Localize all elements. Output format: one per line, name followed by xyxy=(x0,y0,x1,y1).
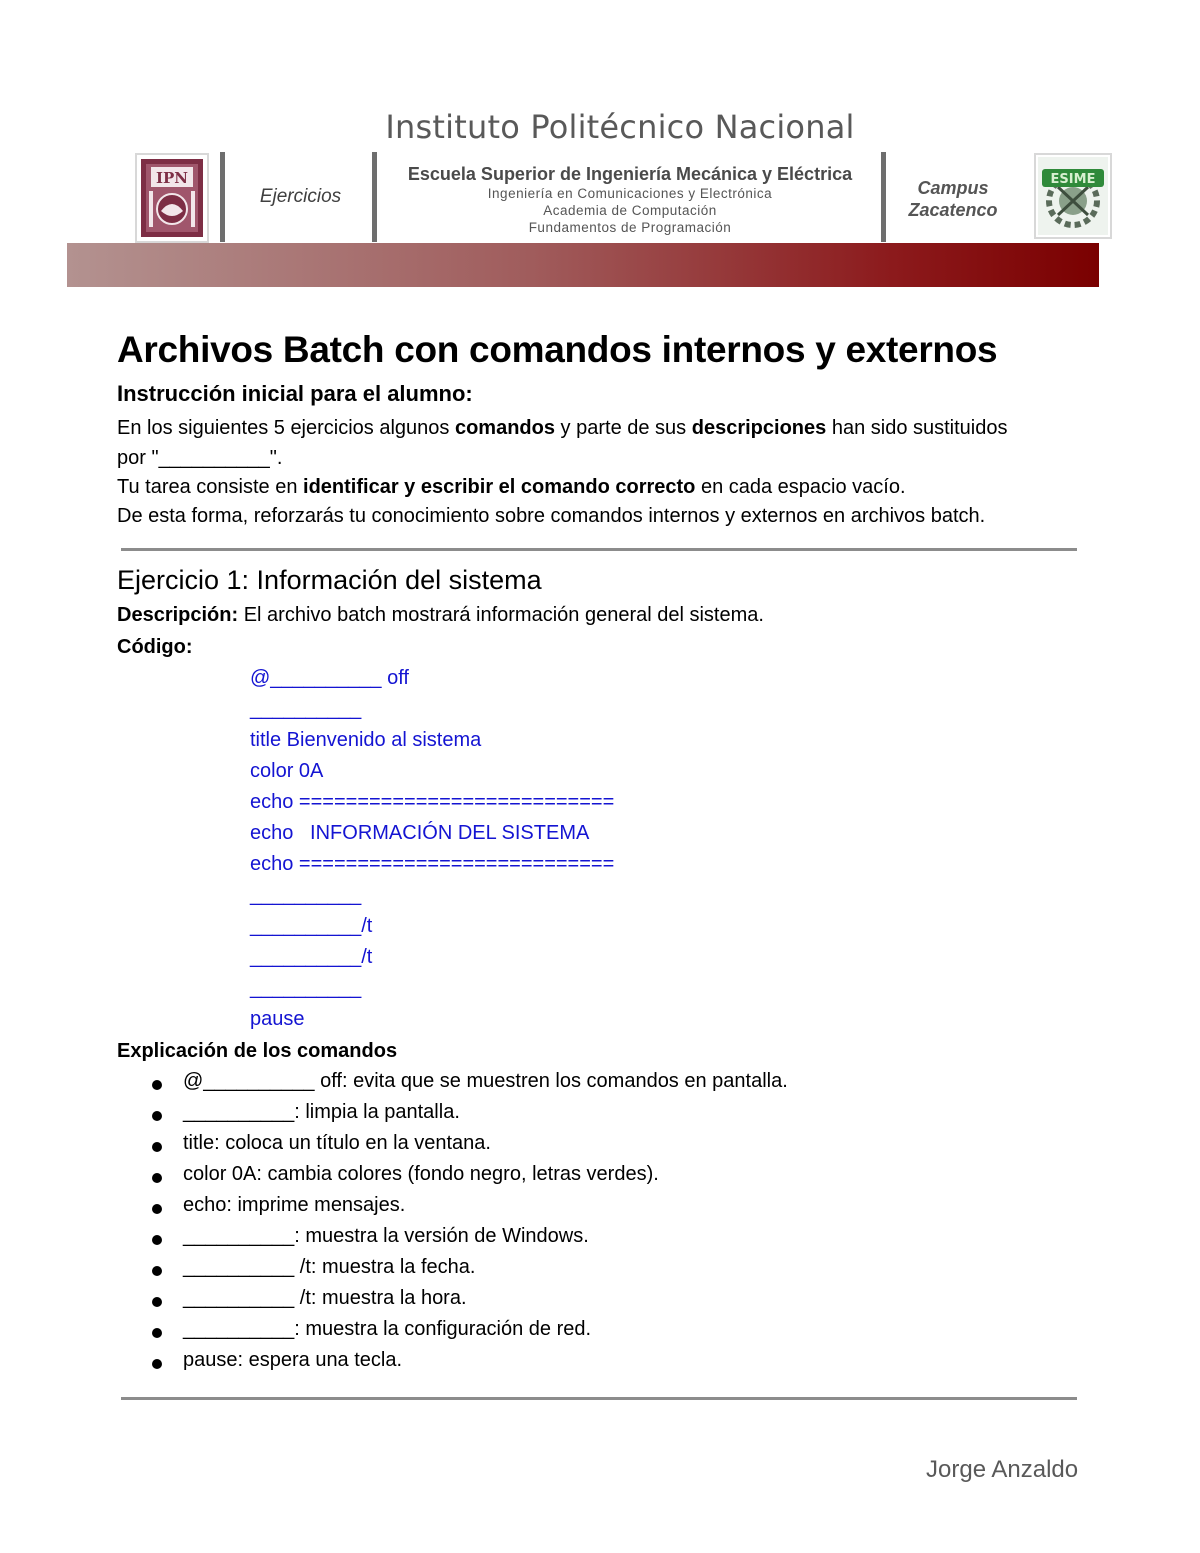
code-label: Código: xyxy=(117,636,193,658)
code-line: __________/t xyxy=(250,946,373,968)
code-line: __________ xyxy=(250,698,362,720)
bullet-icon xyxy=(152,1328,162,1338)
bullet-icon xyxy=(152,1080,162,1090)
school-line: Fundamentos de Programación xyxy=(528,220,732,235)
list-item: __________ /t: muestra la hora. xyxy=(183,1287,467,1309)
author-name: Jorge Anzaldo xyxy=(926,1456,1079,1483)
code-line: pause xyxy=(250,1008,305,1030)
bullet-icon xyxy=(152,1235,162,1245)
campus-line: Campus xyxy=(917,178,989,198)
ipn-logo-text: IPN xyxy=(155,169,189,187)
exercise-title: Ejercicio 1: Información del sistema xyxy=(117,565,542,595)
intro-line xyxy=(117,413,1008,443)
divider xyxy=(881,152,886,242)
esime-logo-text: ESIME xyxy=(1050,172,1096,187)
desc-label: Descripción: xyxy=(117,604,239,626)
separator xyxy=(121,1397,1077,1400)
code-line: color 0A xyxy=(250,760,324,782)
bullet-icon xyxy=(152,1297,162,1307)
school-line: Academia de Computación xyxy=(543,203,717,218)
text-run: En los siguientes 5 ejercicios algunos xyxy=(117,417,455,439)
bullet-icon xyxy=(152,1142,162,1152)
intro-line xyxy=(117,472,906,502)
divider xyxy=(220,152,225,242)
bullet-icon xyxy=(152,1111,162,1121)
text-run: han sido sustituidos xyxy=(826,417,1008,439)
list-item: __________: limpia la pantalla. xyxy=(183,1101,460,1123)
list-item: __________ /t: muestra la fecha. xyxy=(183,1256,476,1278)
esime-logo xyxy=(1034,153,1112,239)
bullet-icon xyxy=(152,1204,162,1214)
code-line: __________/t xyxy=(250,915,373,937)
text-run: y parte de sus xyxy=(555,417,692,439)
school-block xyxy=(378,163,882,236)
code-line: __________ xyxy=(250,977,362,999)
list-item: title: coloca un título en la ventana. xyxy=(183,1132,491,1154)
bullet-icon xyxy=(152,1173,162,1183)
explanation-label: Explicación de los comandos xyxy=(117,1040,398,1062)
separator xyxy=(121,548,1077,551)
bold-run: identificar y escribir el comando correcto xyxy=(303,476,696,498)
esime-gear-icon xyxy=(1036,155,1110,237)
bold-run: descripciones xyxy=(691,417,827,439)
list-item: __________: muestra la configuración de red. xyxy=(183,1318,592,1340)
desc-text: El archivo batch mostrará información general del sistema. xyxy=(238,604,764,626)
code-line: echo INFORMACIÓN DEL SISTEMA xyxy=(250,822,590,844)
campus-block xyxy=(888,177,1018,221)
bullet-icon xyxy=(152,1359,162,1369)
text-run: Tu tarea consiste en xyxy=(117,476,304,498)
school-line: Ingeniería en Comunicaciones y Electrónica xyxy=(487,186,773,201)
list-item: color 0A: cambia colores (fondo negro, letras verdes). xyxy=(183,1163,659,1185)
list-item: __________: muestra la versión de Windows. xyxy=(183,1225,589,1247)
bold-run: comandos xyxy=(454,417,555,439)
code-line: __________ xyxy=(250,884,362,906)
header-band xyxy=(67,243,1099,287)
section-label: Ejercicios xyxy=(259,186,342,207)
ipn-shield-icon xyxy=(137,155,207,241)
code-line: @__________ off xyxy=(250,667,409,689)
text-run: en cada espacio vacío. xyxy=(695,476,906,498)
instruction-heading: Instrucción inicial para el alumno: xyxy=(117,381,473,406)
document-title: Archivos Batch con comandos internos y externos xyxy=(117,329,998,370)
campus-line: Zacatenco xyxy=(908,200,998,220)
institution-title: Instituto Politécnico Nacional xyxy=(385,108,855,146)
code-line: title Bienvenido al sistema xyxy=(250,729,482,751)
exercise-description xyxy=(117,604,764,627)
code-line: echo =========================== xyxy=(250,853,615,875)
bullet-icon xyxy=(152,1266,162,1276)
code-line: echo =========================== xyxy=(250,791,615,813)
list-item: pause: espera una tecla. xyxy=(183,1349,403,1371)
ipn-logo xyxy=(135,153,209,243)
intro-line: De esta forma, reforzarás tu conocimiento sobre comandos internos y externos en archivos batch. xyxy=(117,505,986,527)
divider xyxy=(372,152,377,242)
school-name: Escuela Superior de Ingeniería Mecánica y Eléctrica xyxy=(407,164,853,184)
intro-line: por "__________". xyxy=(117,447,283,469)
list-item: echo: imprime mensajes. xyxy=(183,1194,406,1216)
list-item: @__________ off: evita que se muestren los comandos en pantalla. xyxy=(183,1070,788,1092)
